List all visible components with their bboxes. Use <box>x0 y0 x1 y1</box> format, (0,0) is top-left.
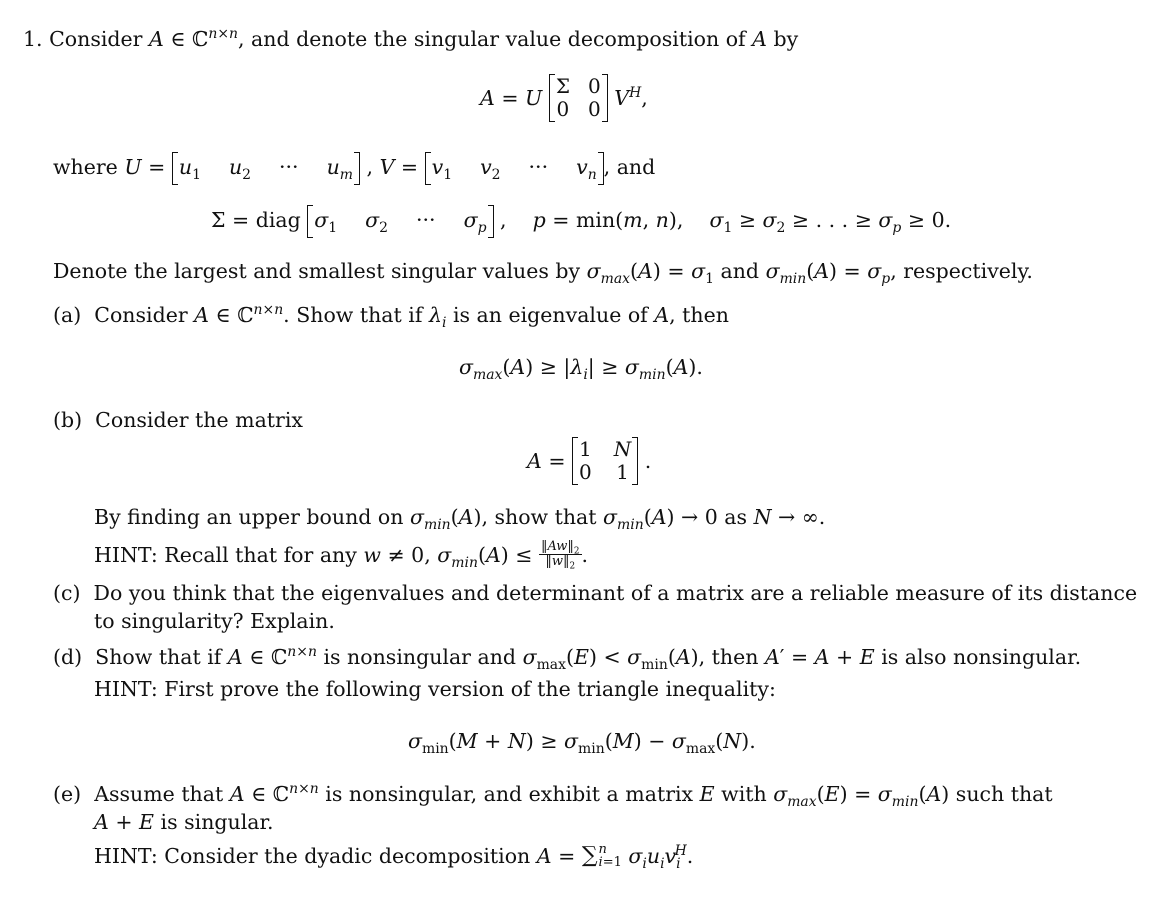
part-a-text-a: Consider <box>94 303 188 327</box>
part-b-matrix: A = 1 N 0 1 . <box>527 437 652 484</box>
part-b-hint-a: HINT: Recall that for any <box>94 542 357 567</box>
part-e-label: (e) <box>53 782 82 806</box>
problem-statement <box>23 26 799 51</box>
part-d: (d) Show that if A ∈ ℂ$^{n\times n}$ is nonsingular and $\sigma_{max}(E) < \sigma_{min}(A)$, then A′ = A + E is also nonsingular. <box>53 644 1082 674</box>
triangle-inequality: $\sigma_{min}(M + N) \ge \sigma_{min}(M) - \sigma_{max}(N)$. <box>408 729 756 758</box>
where-text: where <box>53 155 118 179</box>
intro-text-b: , and denote the singular value decomposition of <box>238 27 746 51</box>
part-e-hint: HINT: Consider the dyadic decomposition A = ∑ n i=1 $\sigma_iu_iv_i^H$. <box>94 842 694 872</box>
part-d-hint: HINT: First prove the following version of the triangle inequality: <box>94 677 776 701</box>
svd-equation: A = U Σ 0 0 0 $V^H$, <box>480 74 648 121</box>
part-b-line2-b: , show that <box>481 505 597 529</box>
part-c-line2: to singularity? Explain. <box>94 609 335 633</box>
part-b-hint: HINT: Recall that for any w ≠ 0 , $\sigma_{min}(A)$ ≤ $\frac{‖Aw‖_2}{‖w‖_2}$ . <box>94 539 589 572</box>
part-e-text-a: Assume that <box>94 782 224 806</box>
part-e-hint-text: HINT: Consider the dyadic decomposition <box>94 843 531 868</box>
denote-text-c: , respectively. <box>890 259 1033 283</box>
part-b-label: (b) <box>53 408 83 432</box>
part-d-label: (d) <box>53 645 83 669</box>
denote-line: Denote the largest and smallest singular values by $\sigma_{max}(A) = \sigma_1$ and $\sigma_{min}(A) = \sigma_p$, respectively. <box>53 259 1033 288</box>
part-b-line2: By finding an upper bound on $\sigma_{min}(A)$, show that $\sigma_{min}(A) \to 0$ as N → ∞. <box>94 505 826 534</box>
part-c-label: (c) <box>53 581 81 605</box>
part-a-inequality: $\sigma_{max}(A) \ge |\lambda_i| \ge \sigma_{min}(A)$. <box>459 355 703 384</box>
part-a: (a) Consider A ∈ ℂ$^{n\times n}$. Show that if $\lambda_i$ is an eigenvalue of A, then <box>53 302 729 332</box>
part-e-text-c: with <box>721 782 767 806</box>
part-c <box>53 583 1137 604</box>
math-A-in-Cnxn: A ∈ ℂ$^{n\times n}$ <box>149 26 238 51</box>
denote-text-a: Denote the largest and smallest singular values by <box>53 259 581 283</box>
part-b-text: Consider the matrix <box>95 408 303 432</box>
part-e-text-b: is nonsingular, and exhibit a matrix <box>325 782 694 806</box>
part-d-text-d: is also nonsingular. <box>881 645 1082 669</box>
part-e: (e) Assume that A ∈ ℂ$^{n\times n}$ is nonsingular, and exhibit a matrix E with $\sigma_{max}(E) = \sigma_{min}(A)$ such that <box>53 781 1053 811</box>
part-a-label: (a) <box>53 303 82 327</box>
part-b <box>53 410 303 431</box>
part-b-line2-c: as <box>724 505 748 529</box>
sigma-diag-equation: Σ = diag $\sigma_1$ $\sigma_2$ ··· $\sigma_p$ , p = min(m, n), $\sigma_1 \ge \sigma_2$ ≥ . . . ≥ $\sigma_p \ge 0$. <box>211 208 952 237</box>
problem-number: 1. <box>23 27 43 51</box>
intro-text-a: Consider <box>49 27 143 51</box>
part-e-line2: A + E is singular. <box>94 810 274 834</box>
part-a-text-d: , then <box>669 303 729 327</box>
intro-text-c: by <box>773 27 799 51</box>
part-c-line1: Do you think that the eigenvalues and determinant of a matrix are a reliable measure of its distance <box>93 581 1138 605</box>
part-d-text-a: Show that if <box>95 645 222 669</box>
where-line: where U = $u_1$ $u_2$ ··· $u_m$ , V = $v_1$ $v_2$ ··· $v_n$ , and <box>53 155 656 184</box>
part-b-line2-a: By finding an upper bound on <box>94 505 404 529</box>
math-A: A <box>752 27 767 51</box>
part-e-text-d: such that <box>955 782 1053 806</box>
part-b-hint-b: , <box>424 542 431 567</box>
part-a-text-b: . Show that if <box>283 303 423 327</box>
denote-text-b: and <box>720 259 760 283</box>
part-e-line2-text: is singular. <box>160 810 274 834</box>
part-d-text-b: is nonsingular and <box>323 645 517 669</box>
part-d-text-c: , then <box>698 645 759 669</box>
part-a-text-c: is an eigenvalue of <box>452 303 648 327</box>
and-text: , and <box>603 155 656 179</box>
